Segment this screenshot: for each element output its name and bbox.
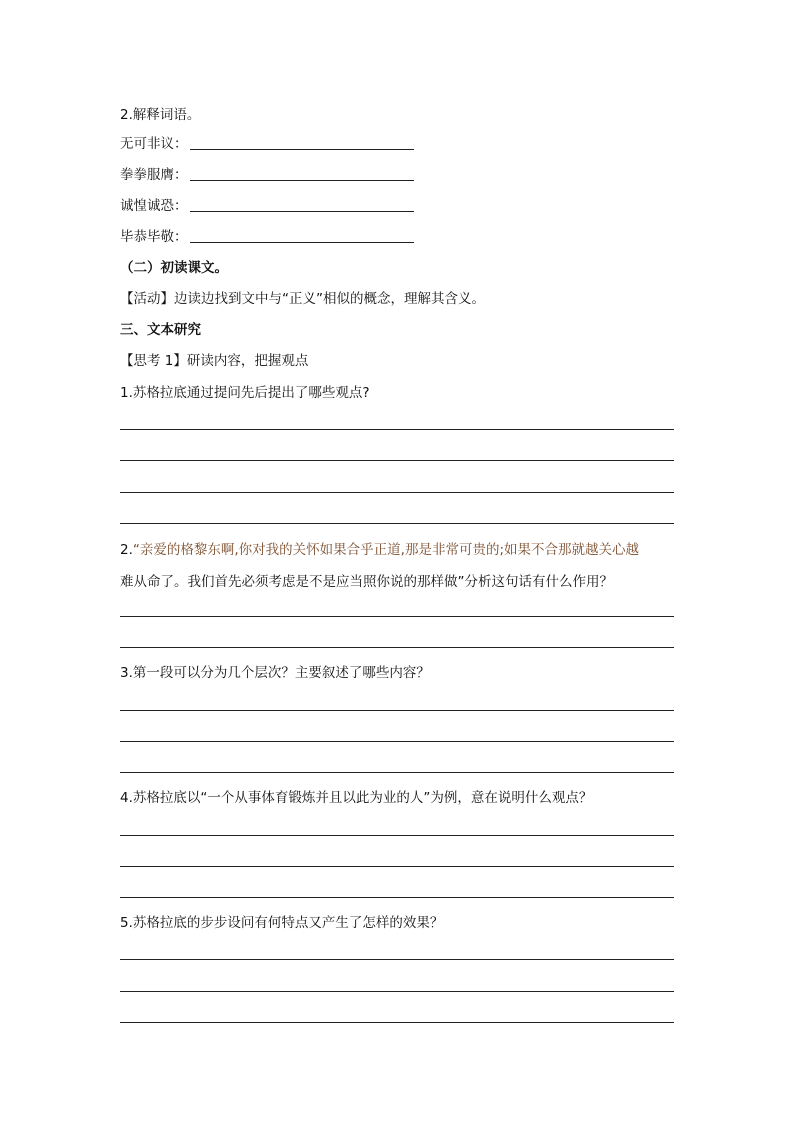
answer-line[interactable] bbox=[120, 523, 674, 524]
vocab-item-1 bbox=[120, 135, 188, 153]
vocab-answer-blank[interactable] bbox=[190, 180, 414, 181]
answer-line[interactable] bbox=[120, 429, 674, 430]
question-5: 5.苏格拉底的步步设问有何特点又产生了怎样的效果？ bbox=[120, 915, 444, 931]
answer-line[interactable] bbox=[120, 460, 674, 461]
answer-line[interactable] bbox=[120, 647, 674, 648]
vocab-term: 拳拳服膺： bbox=[120, 167, 188, 183]
answer-line[interactable] bbox=[120, 897, 674, 898]
answer-line[interactable] bbox=[120, 1022, 674, 1023]
answer-line[interactable] bbox=[120, 710, 674, 711]
activity-text: 【活动】边读边找到文中与“正义”相似的概念，理解其含义。 bbox=[120, 291, 485, 307]
answer-line[interactable] bbox=[120, 772, 674, 773]
think-prompt: 【思考 1】研读内容，把握观点 bbox=[120, 353, 309, 369]
vocab-item-2 bbox=[120, 166, 188, 184]
answer-line[interactable] bbox=[120, 959, 674, 960]
question-4: 4.苏格拉底以“一个从事体育锻炼并且以此为业的人”为例，意在说明什么观点？ bbox=[120, 790, 593, 806]
study-heading: 三、文本研究 bbox=[120, 322, 201, 338]
answer-line[interactable] bbox=[120, 835, 674, 836]
vocab-term: 诚惶诚恐： bbox=[120, 198, 188, 214]
answer-line[interactable] bbox=[120, 866, 674, 867]
answer-line[interactable] bbox=[120, 741, 674, 742]
question-1: 1.苏格拉底通过提问先后提出了哪些观点? bbox=[120, 385, 370, 401]
vocab-item-3 bbox=[120, 197, 188, 215]
vocab-answer-blank[interactable] bbox=[190, 211, 414, 212]
vocab-answer-blank[interactable] bbox=[190, 242, 414, 243]
vocab-term: 无可非议： bbox=[120, 136, 188, 152]
question-2-line-1 bbox=[120, 541, 639, 559]
vocab-heading: 2.解释词语。 bbox=[120, 107, 201, 123]
question-3: 3.第一段可以分为几个层次？主要叙述了哪些内容？ bbox=[120, 665, 430, 681]
question-2-quote: “亲爱的格黎东啊,你对我的关怀如果合乎正道,那是非常可贵的;如果不合那就越关心越 bbox=[132, 542, 640, 558]
answer-line[interactable] bbox=[120, 492, 674, 493]
question-2-number: 2. bbox=[120, 542, 133, 558]
reading-heading: （二）初读课文。 bbox=[120, 260, 228, 276]
vocab-item-4 bbox=[120, 228, 188, 246]
vocab-answer-blank[interactable] bbox=[190, 149, 414, 150]
vocab-term: 毕恭毕敬： bbox=[120, 229, 188, 245]
question-2-line-2: 难从命了。我们首先必须考虑是不是应当照你说的那样做”分析这句话有什么作用？ bbox=[120, 574, 613, 590]
answer-line[interactable] bbox=[120, 991, 674, 992]
answer-line[interactable] bbox=[120, 616, 674, 617]
